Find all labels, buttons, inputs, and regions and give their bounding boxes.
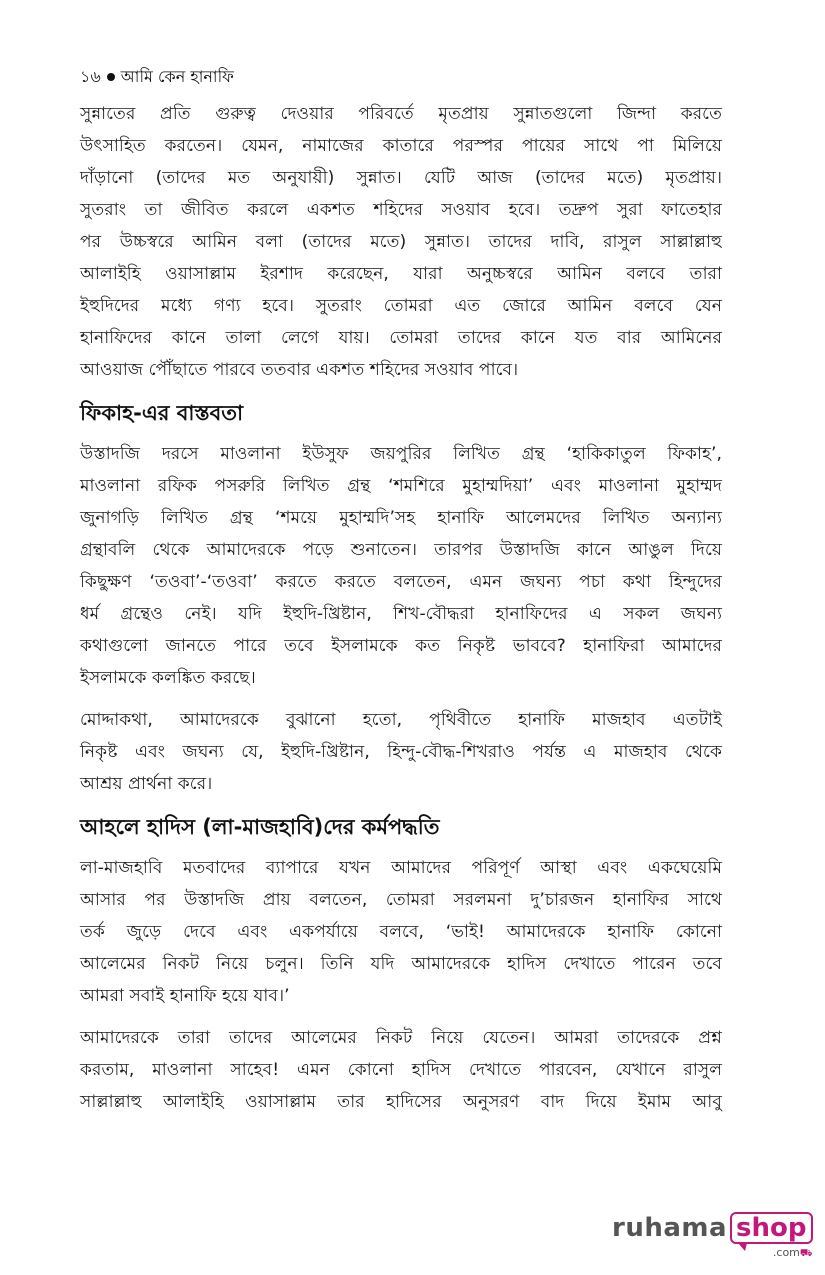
bullet-icon bbox=[107, 73, 115, 81]
content bbox=[80, 98, 722, 1118]
text-line: গ্রন্থাবলি থেকে আমাদেরকে পড়ে শুনাতেন। তারপর উস্তাদজি কানে আঙুল দিয়ে bbox=[80, 540, 722, 560]
text-line: আসার পর উস্তাদজি প্রায় বলতেন, তোমরা সরলমনা দু’চারজন হানাফির সাথে bbox=[80, 890, 722, 910]
logo-domain-text: .com bbox=[772, 1246, 800, 1259]
paragraph bbox=[80, 438, 722, 694]
text-line: কিছুক্ষণ ‘তওবা’-‘তওবা’ করতে করতে বলতেন, এমন জঘন্য পচা কথা হিন্দুদের bbox=[80, 572, 722, 592]
text-line: পর উচ্চস্বরে আমিন বলা (তাদের মতে) সুন্নাত। তাদের দাবি, রাসুল সাল্লাল্লাহু bbox=[80, 232, 722, 252]
text-line: আলেমের নিকট নিয়ে চলুন। তিনি যদি আমাদেরকে হাদিস দেখাতে পারেন তবে bbox=[80, 954, 722, 974]
text-line: তর্ক জুড়ে দেবে এবং একপর্যায়ে বলবে, ‘ভাই! আমাদেরকে হানাফি কোনো bbox=[80, 922, 722, 942]
paragraph bbox=[80, 1022, 722, 1118]
section-heading: আহলে হাদিস (লা-মাজহাবি)দের কর্মপদ্ধতি bbox=[80, 815, 440, 839]
text-line: ইসলামকে কলঙ্কিত করছে। bbox=[80, 668, 256, 688]
text-line: ইহুদিদের মধ্যে গণ্য হবে। সুতরাং তোমরা এত জোরে আমিন বলবে যেন bbox=[80, 296, 722, 316]
section bbox=[80, 810, 722, 1118]
paragraph bbox=[80, 704, 722, 800]
text-line: লা-মাজহাবি মতবাদের ব্যাপারে যখন আমাদের পরিপূর্ণ আস্থা এবং একঘেয়েমি bbox=[80, 858, 722, 878]
logo-speech-bubble bbox=[730, 1212, 813, 1259]
cart-icon: ⛟ bbox=[799, 1248, 813, 1259]
text-line: করতাম, মাওলানা সাহেব! এমন কোনো হাদিস দেখাতে পারবেন, যেখানে রাসুল bbox=[80, 1060, 722, 1080]
text-line: কথাগুলো জানতে পারে তবে ইসলামকে কত নিকৃষ্ট ভাববে? হানাফিরা আমাদের bbox=[80, 636, 722, 656]
text-line: উস্তাদজি দরসে মাওলানা ইউসুফ জয়পুরির লিখিত গ্রন্থ ‘হাকিকাতুল ফিকাহ’, bbox=[80, 444, 722, 464]
text-line: আমরা সবাই হানাফি হয়ে যাব।’ bbox=[80, 986, 290, 1006]
logo-text-ruhama: ruhama bbox=[612, 1213, 728, 1243]
text-line: ধর্ম গ্রন্থেও নেই। যদি ইহুদি-খ্রিষ্টান, শিখ-বৌদ্ধরা হানাফিদের এ সকল জঘন্য bbox=[80, 604, 722, 624]
book-title: আমি কেন হানাফি bbox=[120, 67, 234, 86]
text-line: আলাইহি ওয়াসাল্লাম ইরশাদ করেছেন, যারা অনুচ্চস্বরে আমিন বলবে তারা bbox=[80, 264, 722, 284]
text-line: মোদ্দাকথা, আমাদেরকে বুঝানো হতো, পৃথিবীতে হানাফি মাজহাব এতটাই bbox=[80, 710, 722, 730]
text-line: আওয়াজ পৌঁছাতে পারবে ততবার একশত শহিদের সওয়াব পাবে। bbox=[80, 360, 519, 380]
publisher-logo bbox=[612, 1212, 813, 1259]
text-line: সুতরাং তা জীবিত করলে একশত শহিদের সওয়াব হবে। তদ্রুপ সুরা ফাতেহার bbox=[80, 200, 722, 220]
text-line: সুন্নাতের প্রতি গুরুত্ব দেওয়ার পরিবর্তে মৃতপ্রায় সুন্নাতগুলো জিন্দা করতে bbox=[80, 104, 722, 124]
text-line: উৎসাহিত করতেন। যেমন, নামাজের কাতারে পরস্পর পায়ের সাথে পা মিলিয়ে bbox=[80, 136, 722, 156]
logo-text-shop: shop bbox=[736, 1213, 807, 1243]
text-line: দাঁড়ানো (তাদের মত অনুযায়ী) সুন্নাত। যেটি আজ (তাদের মতে) মৃতপ্রায়। bbox=[80, 168, 722, 188]
speech-tail-icon bbox=[738, 1243, 747, 1251]
text-line: মাওলানা রফিক পসরুরি লিখিত গ্রন্থ ‘শমশিরে মুহাম্মদিয়া’ এবং মাওলানা মুহাম্মদ bbox=[80, 476, 722, 496]
page-body bbox=[80, 62, 722, 1128]
text-line: হানাফিদের কানে তালা লেগে যায়। তোমরা তাদের কানে যত বার আমিনের bbox=[80, 328, 722, 348]
text-line: আমাদেরকে তারা তাদের আলেমের নিকট নিয়ে যেতেন। আমরা তাদেরকে প্রশ্ন bbox=[80, 1028, 722, 1048]
text-line: আশ্রয় প্রার্থনা করে। bbox=[80, 774, 213, 794]
page-number: ১৬ bbox=[80, 67, 101, 86]
paragraph bbox=[80, 852, 722, 1012]
logo-domain bbox=[773, 1246, 813, 1261]
running-header bbox=[80, 62, 722, 92]
text-line: জুনাগড়ি লিখিত গ্রন্থ ‘শময়ে মুহাম্মদি’সহ হানাফি আলেমদের লিখিত অন্যান্য bbox=[80, 508, 722, 528]
text-line: সাল্লাল্লাহু আলাইহি ওয়াসাল্লাম তার হাদিসের অনুসরণ বাদ দিয়ে ইমাম আবু bbox=[80, 1092, 722, 1112]
section bbox=[80, 98, 722, 386]
text-line: নিকৃষ্ট এবং জঘন্য যে, ইহুদি-খ্রিষ্টান, হিন্দু-বৌদ্ধ-শিখরাও পর্যন্ত এ মাজহাব থেকে bbox=[80, 742, 722, 762]
section bbox=[80, 396, 722, 800]
paragraph bbox=[80, 98, 722, 386]
section-heading: ফিকাহ-এর বাস্তবতা bbox=[80, 401, 244, 425]
